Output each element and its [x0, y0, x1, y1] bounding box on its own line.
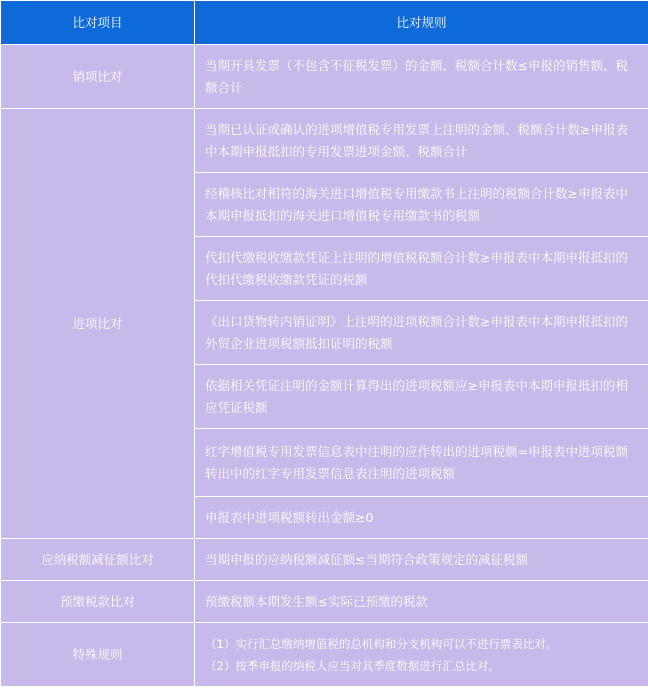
header-rule: 比对规则 — [195, 1, 648, 45]
rule-cell: 经稽核比对相符的海关进口增值税专用缴款书上注明的税额合计数≥申报表中本期申报抵扣的海关进口增值税专用缴款书的税额 — [195, 173, 648, 237]
table-header-row — [1, 1, 648, 45]
item-cell: 应纳税额减征额比对 — [1, 539, 195, 581]
table-row — [1, 581, 648, 623]
rule-cell: 申报表中进项税额转出金额≥0 — [195, 497, 648, 539]
table-row — [1, 109, 648, 173]
rule-cell: 当期申报的应纳税额减征额≤当期符合政策规定的减征税额 — [195, 539, 648, 581]
table-row — [1, 623, 648, 687]
rule-cell: 预缴税额本期发生额≤实际已预缴的税款 — [195, 581, 648, 623]
rule-cell: 当期已认证或确认的进项增值税专用发票上注明的金额、税额合计数≥申报表中本期申报抵扣的专用发票进项金额、税额合计 — [195, 109, 648, 173]
rule-cell: 当期开具发票（不包含不征税发票）的金额、税额合计数≤申报的销售额、税额合计 — [195, 45, 648, 109]
header-item: 比对项目 — [1, 1, 195, 45]
item-cell: 进项比对 — [1, 109, 195, 539]
rule-line: （2）按季申报的纳税人应当对其季度数据进行汇总比对。 — [205, 658, 500, 673]
rule-cell — [195, 623, 648, 687]
item-cell: 预缴税款比对 — [1, 581, 195, 623]
item-cell: 销项比对 — [1, 45, 195, 109]
rule-cell: 《出口货物转内销证明》上注明的进项税额合计数≥申报表中本期申报抵扣的外贸企业进项税额抵扣证明的税额 — [195, 301, 648, 365]
rule-cell: 代扣代缴税收缴款凭证上注明的增值税税额合计数≥申报表中本期申报抵扣的代扣代缴税收缴款凭证的税额 — [195, 237, 648, 301]
rule-cell: 红字增值税专用发票信息表中注明的应作转出的进项税额=申报表中进项税额转出中的红字专用发票信息表注明的进项税额 — [195, 429, 648, 497]
rule-line: （1）实行汇总缴纳增值税的总机构和分支机构可以不进行票表比对。 — [205, 636, 558, 651]
item-cell: 特殊规则 — [1, 623, 195, 687]
table-row — [1, 539, 648, 581]
table-row — [1, 45, 648, 109]
rule-cell: 依据相关凭证注明的金额计算得出的进项税额应≥申报表中本期申报抵扣的相应凭证税额 — [195, 365, 648, 429]
